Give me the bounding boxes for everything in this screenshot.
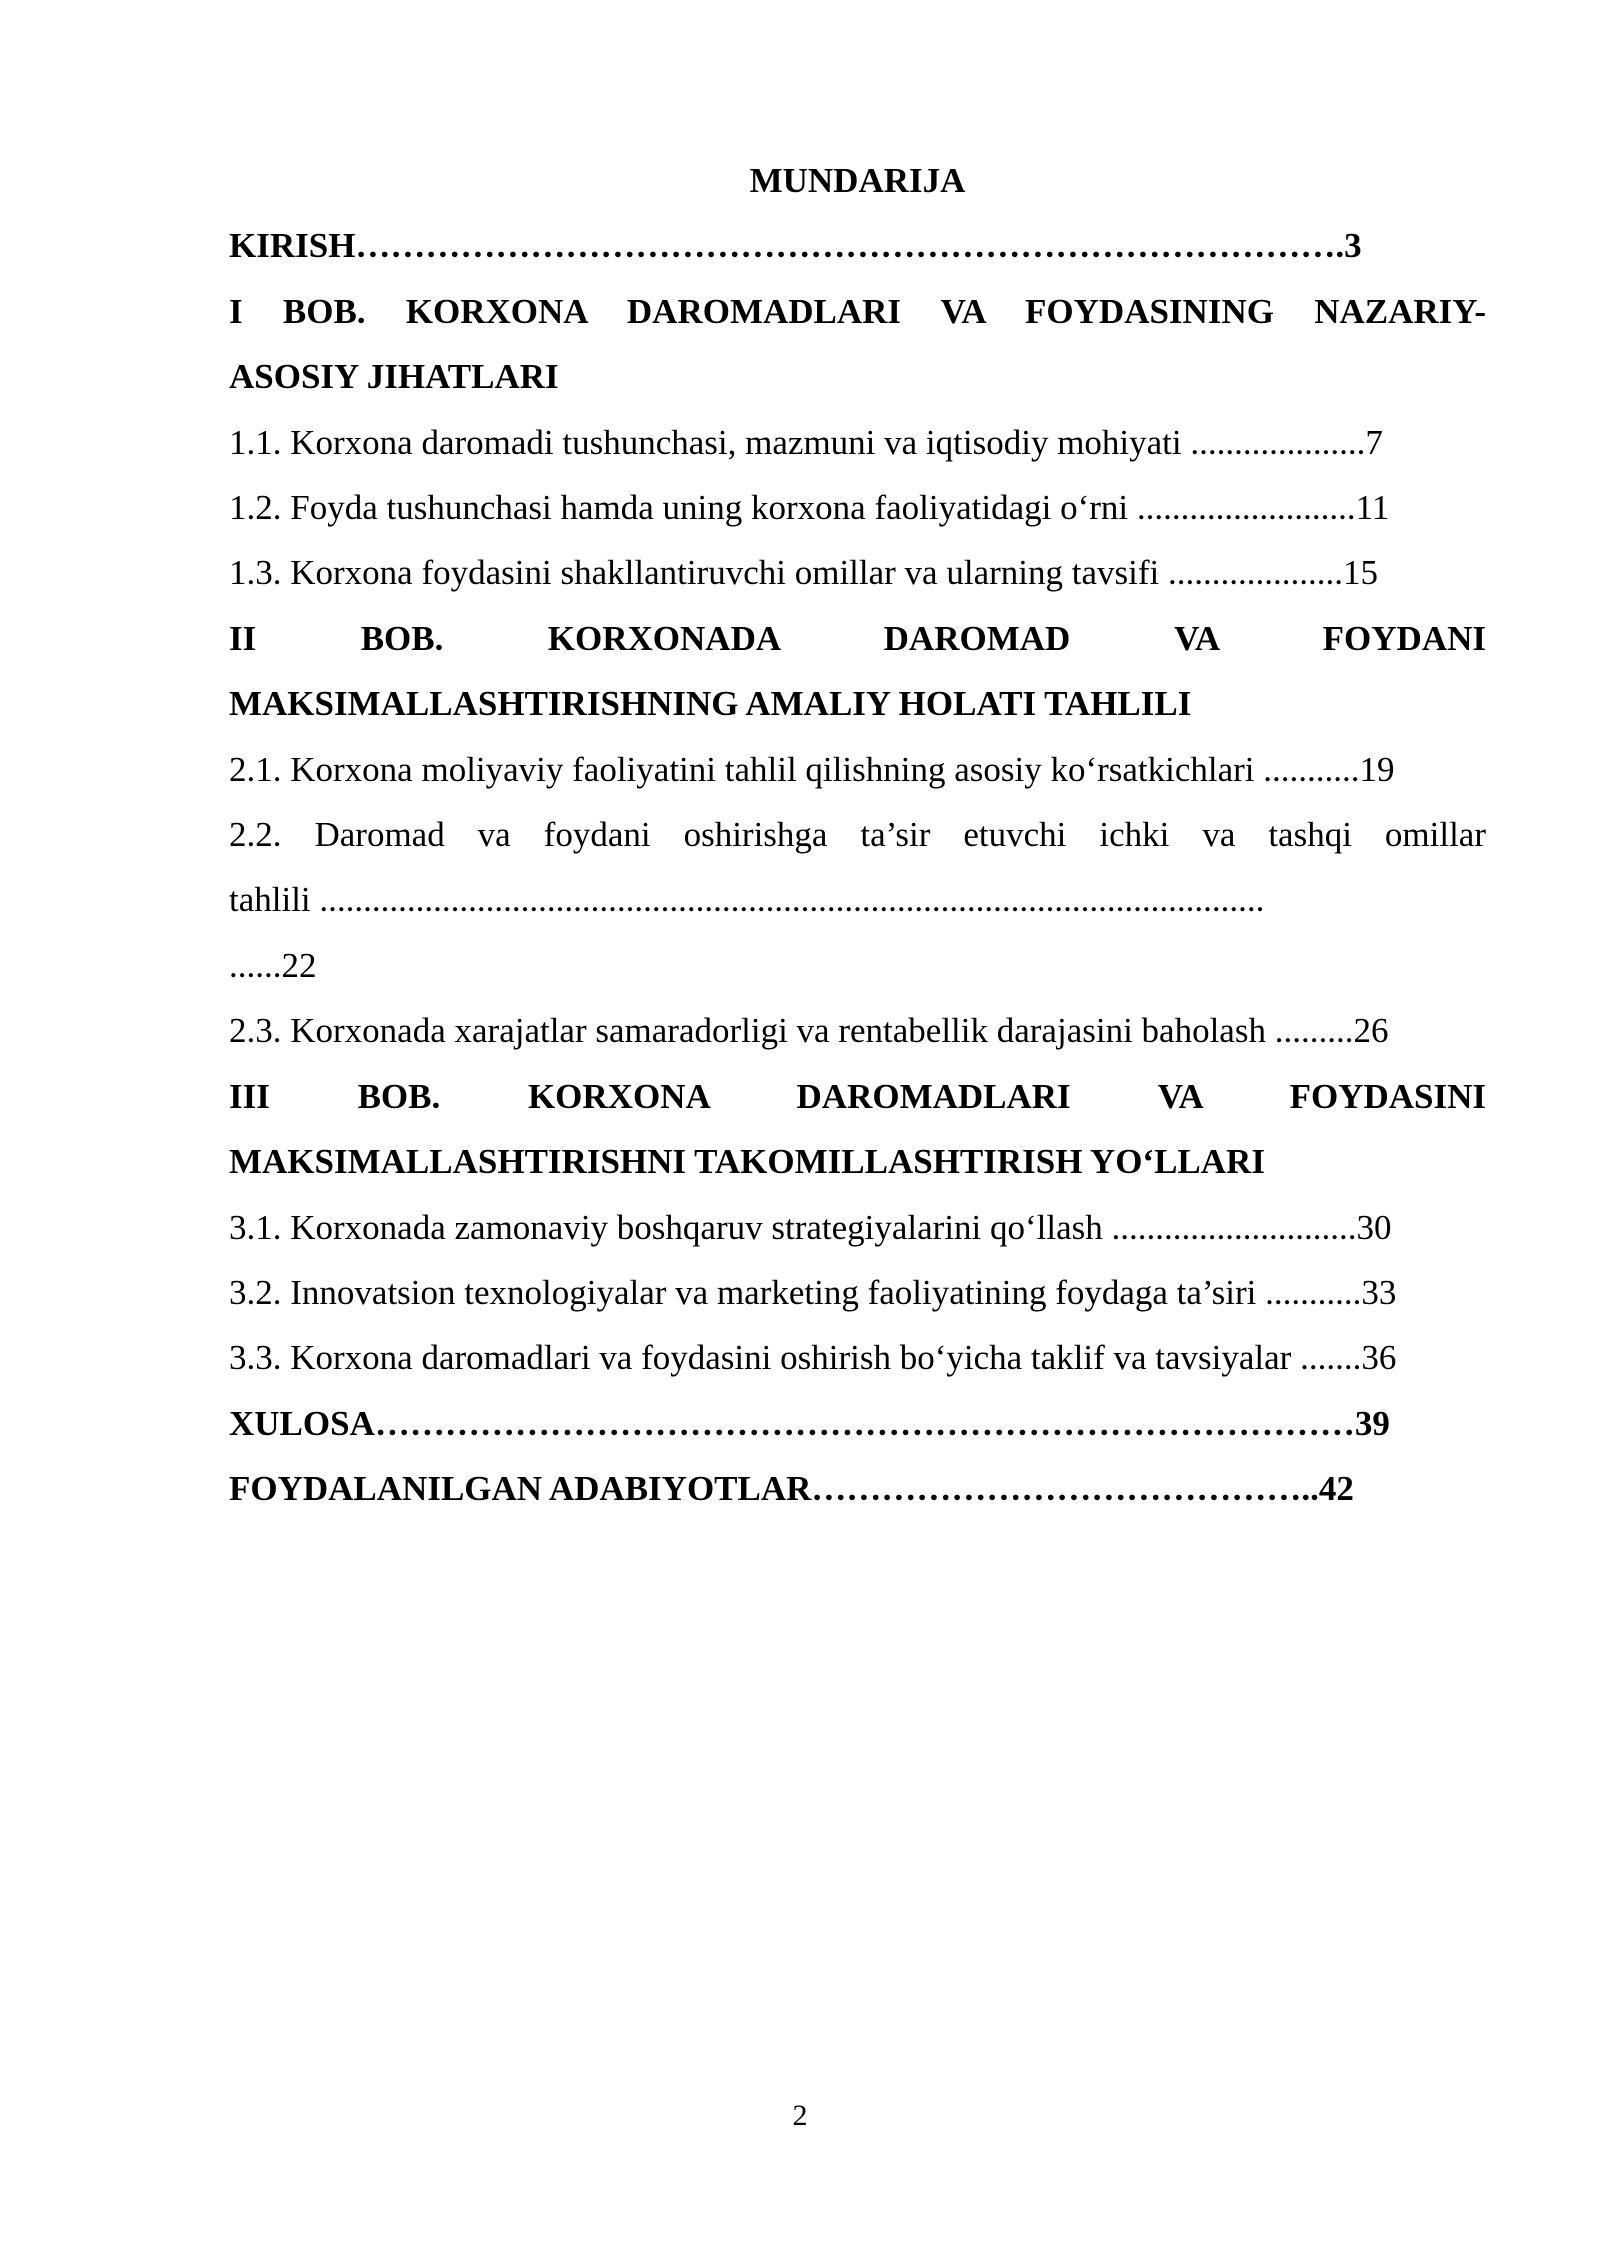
- toc-entry-1-3: 1.3. Korxona foydasini shakllantiruvchi omillar va ularning tavsifi ....................15: [229, 553, 1378, 593]
- toc-chapter-3-heading-line-1: III BOB. KORXONA DAROMADLARI VA FOYDASINI: [229, 1076, 1486, 1116]
- toc-entry-2-1: 2.1. Korxona moliyaviy faoliyatini tahlil qilishning asosiy ko‘rsatkichlari ...........19: [229, 749, 1395, 789]
- toc-entry-2-2-line-3: ......22: [229, 945, 317, 985]
- toc-entry-3-2: 3.2. Innovatsion texnologiyalar va marketing faoliyatining foydaga ta’siri ...........33: [229, 1272, 1397, 1312]
- toc-chapter-2-heading-line-2: MAKSIMALLASHTIRISHNING AMALIY HOLATI TAHLILI: [229, 684, 1192, 724]
- toc-chapter-3-heading-line-2: MAKSIMALLASHTIRISHNI TAKOMILLASHTIRISH YO‘LLARI: [229, 1142, 1265, 1182]
- toc-entry-3-1: 3.1. Korxonada zamonaviy boshqaruv strategiyalarini qo‘llash ............................30: [229, 1207, 1392, 1247]
- toc-entry-adabiyotlar: FOYDALANILGAN ADABIYOTLAR……………………………………..42: [229, 1469, 1354, 1509]
- toc-entry-xulosa: XULOSA…………………………………………………………………………39: [229, 1403, 1390, 1443]
- toc-entry-1-2: 1.2. Foyda tushunchasi hamda uning korxona faoliyatidagi o‘rni .........................11: [229, 488, 1390, 528]
- table-of-contents: [229, 148, 1486, 1522]
- toc-chapter-2-heading-line-1: II BOB. KORXONADA DAROMAD VA FOYDANI: [229, 618, 1486, 658]
- toc-entry-2-2-line-2: tahlili ............................................................................................................: [229, 880, 1265, 920]
- toc-entry-1-1: 1.1. Korxona daromadi tushunchasi, mazmuni va iqtisodiy mohiyati ....................7: [229, 422, 1383, 462]
- toc-entry-3-3: 3.3. Korxona daromadlari va foydasini oshirish bo‘yicha taklif va tavsiyalar .......36: [229, 1338, 1397, 1378]
- toc-entry-kirish: KIRISH………………………………………………………………………….3: [229, 226, 1362, 266]
- toc-chapter-1-heading-line-1: I BOB. KORXONA DAROMADLARI VA FOYDASINING NAZARIY-: [229, 291, 1486, 331]
- page-number: 2: [792, 2099, 808, 2132]
- toc-chapter-1-heading-line-2: ASOSIY JIHATLARI: [229, 357, 559, 397]
- toc-entry-2-3: 2.3. Korxonada xarajatlar samaradorligi va rentabellik darajasini baholash .........26: [229, 1011, 1389, 1051]
- toc-entry-2-2-line-1: 2.2. Daromad va foydani oshirishga ta’sir etuvchi ichki va tashqi omillar: [229, 815, 1486, 855]
- toc-title: MUNDARIJA: [749, 161, 966, 200]
